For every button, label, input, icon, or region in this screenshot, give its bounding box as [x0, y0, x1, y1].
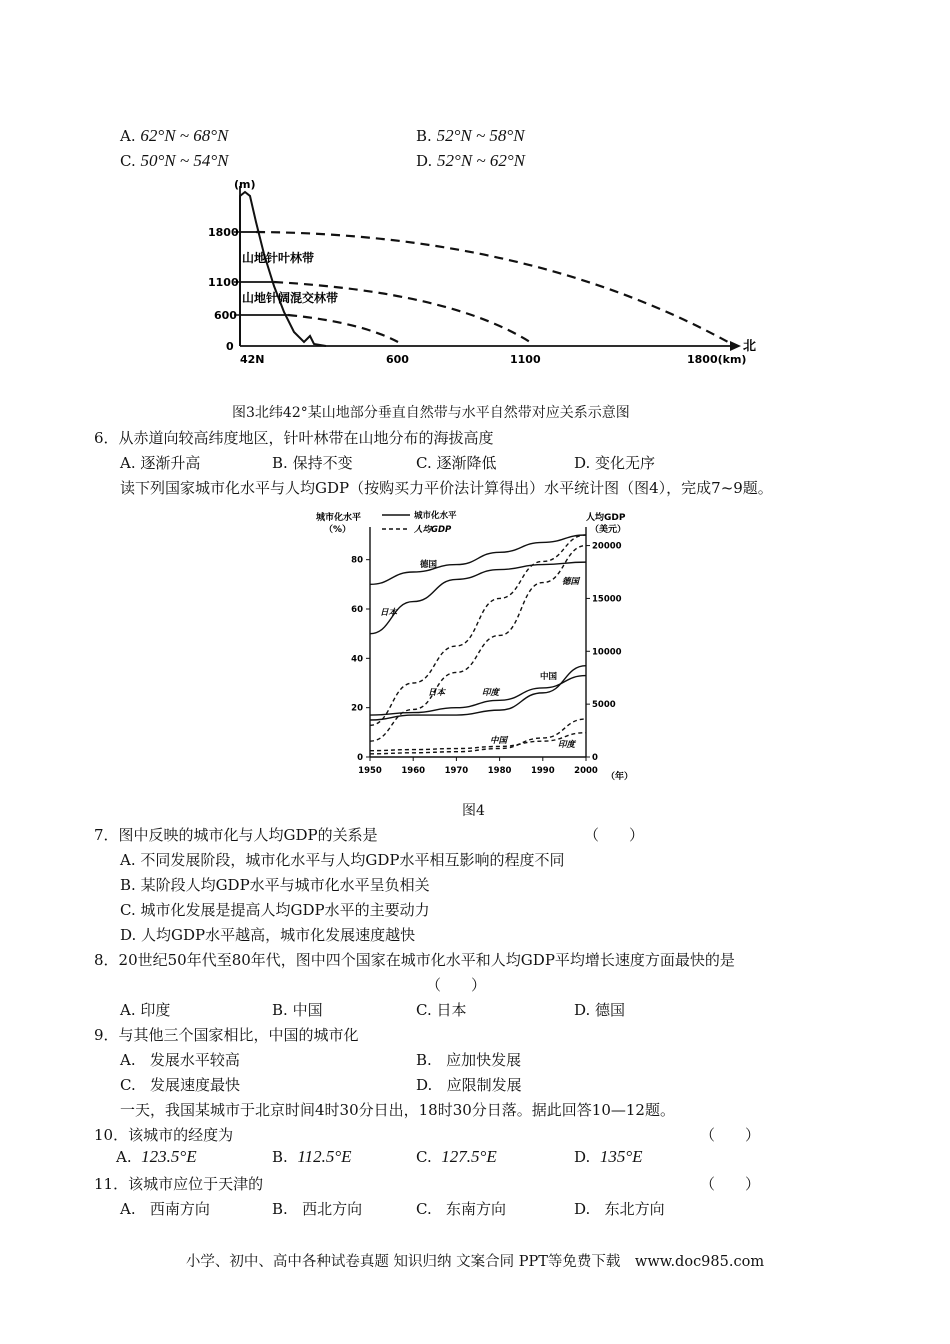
x-tick-label: 1970 — [444, 766, 469, 776]
option-letter: B. — [272, 1148, 288, 1166]
q5-option-b — [416, 126, 525, 146]
x-tick-label: 1960 — [401, 766, 426, 776]
option-letter: C. — [416, 1200, 432, 1218]
right-tick-label: 15000 — [592, 594, 622, 605]
q11-option-b — [272, 1198, 362, 1219]
option-letter: C. — [120, 152, 136, 170]
left-axis-unit: （%） — [324, 525, 352, 535]
y-tick-label: 1100 — [208, 276, 239, 289]
x-tick-label: 1100 — [510, 353, 541, 366]
figure3-chart — [200, 174, 760, 374]
series-label-germany-gdp: 德国 — [562, 577, 580, 587]
q11-option-c — [416, 1198, 506, 1219]
q7-option-c — [120, 899, 430, 920]
right-axis-title: 人均GDP — [586, 513, 626, 523]
x-tick-label: 1950 — [358, 766, 382, 776]
dashed-curve-600 — [288, 315, 398, 342]
q8-option-c — [416, 999, 467, 1020]
q8-option-b — [272, 999, 323, 1020]
right-axis-unit: （美元） — [590, 525, 627, 535]
option-letter: A. — [120, 454, 136, 472]
intro-7-9: 读下列国家城市化水平与人均GDP（按购买力平价法计算得出）水平统计图（图4），完成7~9题。 — [120, 479, 773, 497]
series-label-japan-gdp: 日本 — [428, 688, 446, 698]
option-letter: D. — [416, 1076, 433, 1094]
y-tick-label: 1800 — [208, 226, 239, 239]
option-letter: D. — [574, 454, 591, 472]
q8-option-d — [574, 999, 625, 1020]
q9-stem: 9．与其他三个国家相比，中国的城市化 — [94, 1026, 359, 1044]
q10-option-a — [116, 1147, 197, 1167]
q11-stem: 11．该城市应位于天津的 — [94, 1175, 264, 1193]
option-letter: A. — [116, 1148, 132, 1166]
option-text: 中国 — [292, 1001, 323, 1019]
option-text: 112.5°E — [297, 1147, 352, 1166]
option-text: 应限制发展 — [446, 1076, 522, 1094]
option-letter: D. — [574, 1200, 591, 1218]
north-label: 北 — [743, 339, 757, 354]
series-line-0 — [370, 535, 586, 584]
legend-gdp: 人均GDP — [414, 525, 452, 535]
q7-option-d — [120, 924, 415, 945]
q5-option-d — [416, 151, 525, 171]
option-letter: D. — [574, 1001, 591, 1019]
option-letter: C. — [120, 1076, 136, 1094]
option-text: 127.5°E — [441, 1147, 497, 1166]
q6-option-b — [272, 452, 353, 473]
q9-option-d — [416, 1074, 522, 1095]
page-footer: 小学、初中、高中各种试卷真题 知识归纳 文案合同 PPT等免费下载 www.doc985.com — [185, 1254, 765, 1270]
band-label: 山地针叶林带 — [242, 251, 315, 265]
option-letter: C. — [416, 1001, 432, 1019]
x-tick-label: 42N — [240, 353, 265, 366]
option-text: 变化无序 — [595, 454, 656, 472]
option-text: 不同发展阶段，城市化水平与人均GDP水平相互影响的程度不同 — [140, 851, 565, 869]
option-text: 52°N ~ 58°N — [436, 126, 525, 145]
option-letter: A. — [120, 127, 136, 145]
right-tick-label: 10000 — [592, 647, 622, 658]
right-tick-label: 0 — [592, 753, 598, 763]
x-tick-label: 1800(km) — [687, 353, 747, 366]
option-text: 发展水平较高 — [149, 1051, 240, 1069]
option-letter: C. — [120, 901, 136, 919]
q6-stem: 6．从赤道向较高纬度地区，针叶林带在山地分布的海拔高度 — [94, 429, 494, 447]
option-text: 某阶段人均GDP水平与城市化水平呈负相关 — [140, 876, 430, 894]
left-tick-label: 60 — [351, 605, 363, 615]
series-line-4 — [370, 535, 586, 725]
option-letter: B. — [272, 1001, 288, 1019]
left-axis-title: 城市化水平 — [316, 513, 362, 523]
left-tick-label: 20 — [351, 703, 363, 714]
q8-answer-paren: （ ） — [426, 976, 487, 994]
series-label-germany-urban: 德国 — [420, 560, 438, 570]
q7-answer-paren: （ ） — [584, 826, 645, 844]
option-text: 应加快发展 — [446, 1051, 522, 1069]
option-letter: A. — [120, 1051, 136, 1069]
option-text: 西南方向 — [149, 1200, 210, 1218]
q7-option-a — [120, 849, 565, 870]
q10-option-c — [416, 1147, 497, 1167]
left-tick-label: 40 — [351, 654, 363, 665]
option-text: 62°N ~ 68°N — [140, 126, 229, 145]
q11-option-a — [120, 1198, 210, 1219]
q11-option-d — [574, 1198, 665, 1219]
option-text: 保持不变 — [292, 454, 353, 472]
option-letter: B. — [416, 127, 432, 145]
q8-option-a — [120, 999, 170, 1020]
left-tick-label: 80 — [351, 555, 363, 566]
q11-answer-paren: （ ） — [700, 1175, 761, 1193]
option-text: 西北方向 — [302, 1200, 363, 1218]
y-tick-label: 0 — [226, 340, 234, 353]
x-tick-label: 2000 — [574, 766, 598, 776]
option-letter: A. — [120, 851, 136, 869]
q10-option-b — [272, 1147, 352, 1167]
y-unit-label: (m) — [234, 178, 256, 191]
option-text: 135°E — [599, 1147, 643, 1166]
option-text: 日本 — [436, 1001, 467, 1019]
option-letter: D. — [574, 1148, 591, 1166]
option-letter: D. — [120, 926, 137, 944]
option-letter: B. — [272, 1200, 288, 1218]
intro-10-12: 一天，我国某城市于北京时间4时30分日出，18时30分日落。据此回答10—12题。 — [120, 1101, 675, 1119]
left-tick-label: 0 — [357, 753, 363, 763]
figure4-chart — [310, 505, 650, 787]
option-letter: B. — [272, 454, 288, 472]
x-tick-label: 600 — [386, 353, 409, 366]
option-text: 德国 — [595, 1001, 626, 1019]
q9-option-c — [120, 1074, 240, 1095]
series-label-china-gdp: 中国 — [490, 736, 508, 746]
legend-urbanization: 城市化水平 — [414, 511, 457, 521]
q5-option-c — [120, 151, 228, 171]
x-tick-label: 1980 — [487, 766, 512, 776]
option-letter: C. — [416, 454, 432, 472]
option-letter: A. — [120, 1001, 136, 1019]
q5-option-a — [120, 126, 228, 146]
option-letter: B. — [416, 1051, 432, 1069]
q6-option-c — [416, 452, 497, 473]
option-text: 123.5°E — [141, 1147, 197, 1166]
right-tick-label: 20000 — [592, 541, 622, 552]
option-text: 人均GDP水平越高，城市化发展速度越快 — [141, 926, 416, 944]
series-label-india-gdp: 印度 — [558, 740, 576, 750]
q9-option-b — [416, 1049, 521, 1070]
option-text: 发展速度最快 — [150, 1076, 241, 1094]
right-tick-label: 5000 — [592, 700, 616, 711]
option-text: 印度 — [140, 1001, 171, 1019]
series-label-china-urban: 中国 — [540, 672, 558, 682]
q7-stem: 7．图中反映的城市化与人均GDP的关系是 — [94, 826, 378, 844]
option-letter: B. — [120, 876, 136, 894]
x-tick-label: 1990 — [530, 766, 555, 776]
q9-option-a — [120, 1049, 240, 1070]
series-label-japan-urban: 日本 — [380, 608, 398, 618]
q10-stem: 10．该城市的经度为 — [94, 1126, 234, 1144]
q7-option-b — [120, 874, 430, 895]
option-text: 逐渐升高 — [140, 454, 201, 472]
q6-option-d — [574, 452, 655, 473]
x-unit-label: （年） — [606, 772, 634, 782]
y-tick-label: 600 — [214, 309, 237, 322]
figure3-caption: 图3北纬42°某山地部分垂直自然带与水平自然带对应关系示意图 — [232, 405, 630, 421]
option-text: 东北方向 — [604, 1200, 665, 1218]
option-text: 50°N ~ 54°N — [140, 151, 229, 170]
band-label: 山地针阔混交林带 — [242, 291, 339, 305]
option-letter: A. — [120, 1200, 136, 1218]
option-text: 52°N ~ 62°N — [437, 151, 526, 170]
q10-option-d — [574, 1147, 643, 1167]
q6-option-a — [120, 452, 200, 473]
series-label-india-urban: 印度 — [482, 688, 500, 698]
q8-stem: 8．20世纪50年代至80年代，图中四个国家在城市化水平和人均GDP平均增长速度方面最快的是 — [94, 951, 735, 969]
option-text: 东南方向 — [446, 1200, 507, 1218]
series-line-6 — [370, 719, 586, 754]
option-text: 逐渐降低 — [436, 454, 497, 472]
mountain-profile — [240, 192, 326, 346]
option-letter: D. — [416, 152, 433, 170]
figure4-caption: 图4 — [462, 803, 485, 819]
x-axis-arrow — [730, 341, 741, 351]
option-text: 城市化发展是提高人均GDP水平的主要动力 — [140, 901, 430, 919]
q10-answer-paren: （ ） — [700, 1126, 761, 1144]
option-letter: C. — [416, 1148, 432, 1166]
